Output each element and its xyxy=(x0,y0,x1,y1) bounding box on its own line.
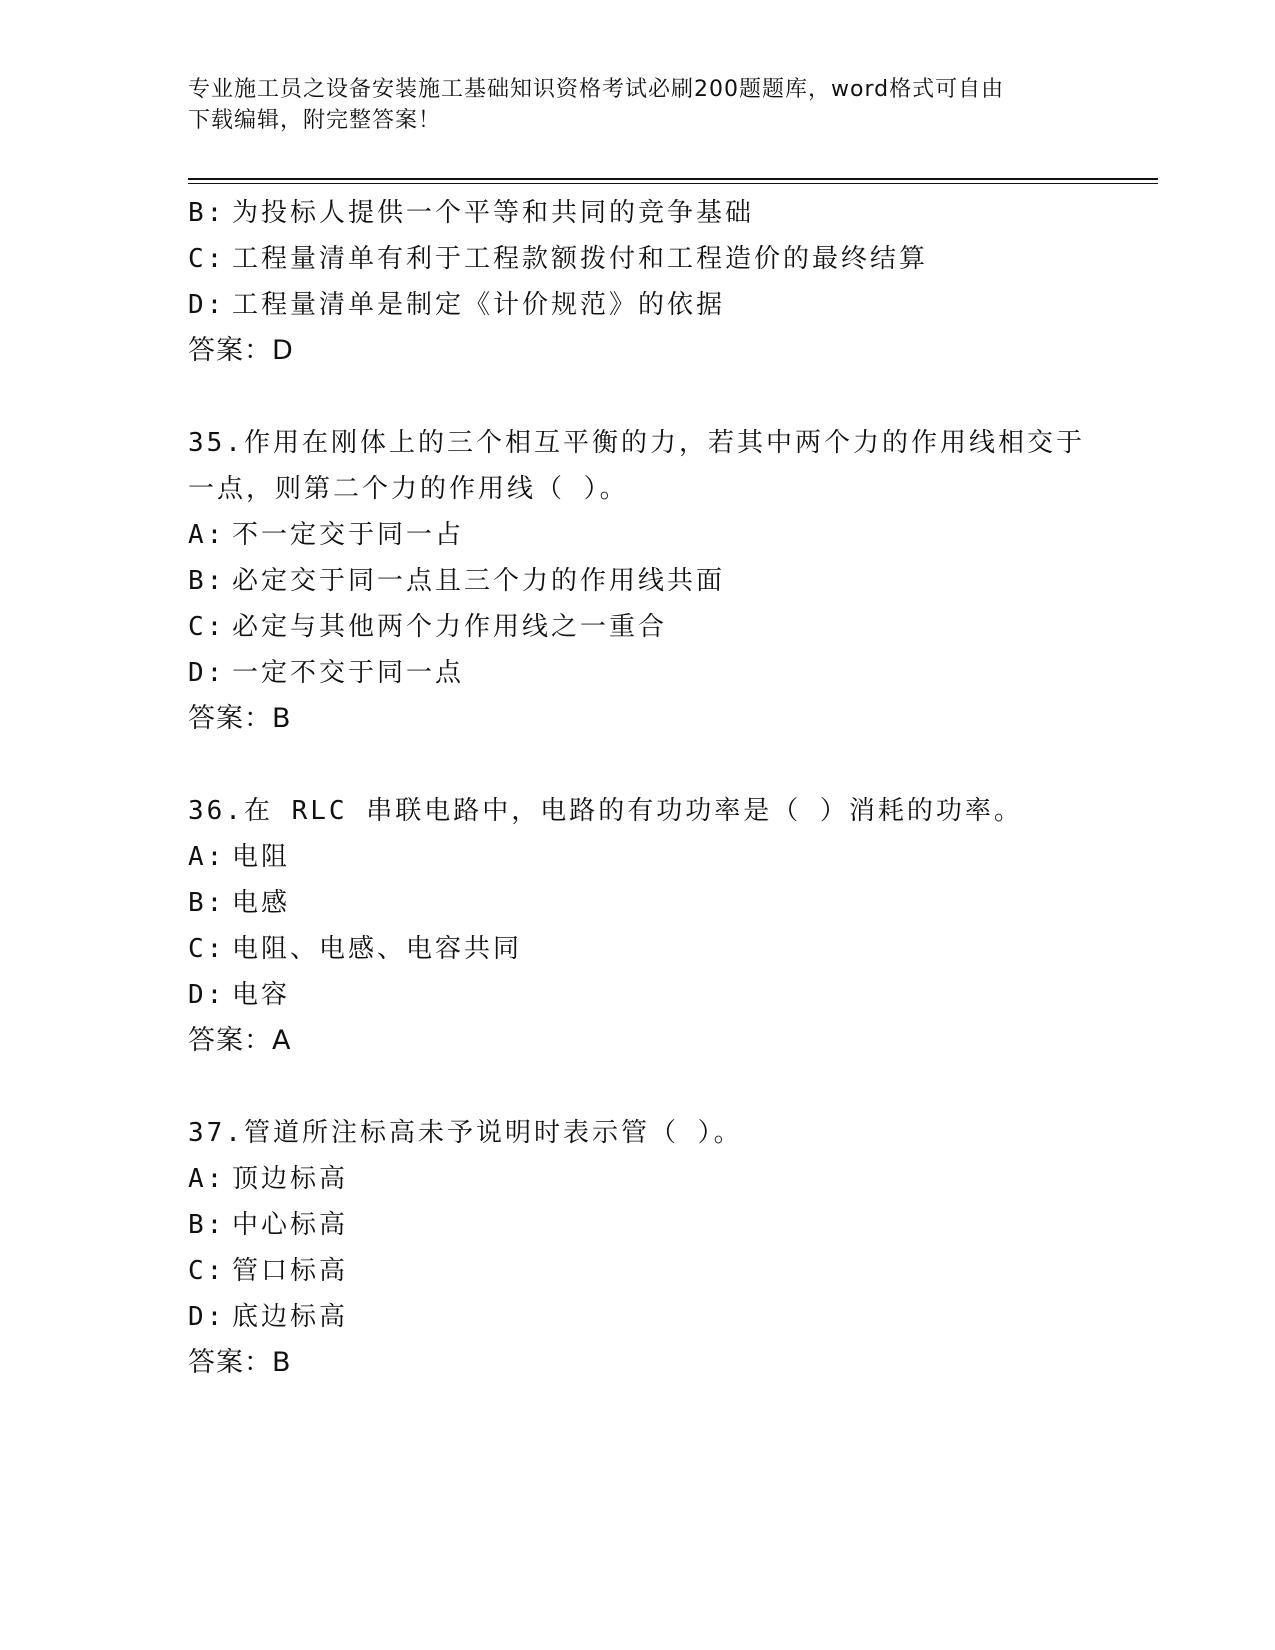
option-d xyxy=(188,650,1088,696)
question-block-previous xyxy=(188,190,1088,374)
option-text: 电容 xyxy=(232,980,291,1010)
option-letter: B: xyxy=(188,566,226,596)
option-c xyxy=(188,604,1088,650)
header-rule-thin xyxy=(188,183,1158,184)
option-text: 电阻 xyxy=(232,842,291,872)
option-text: 底边标高 xyxy=(232,1302,349,1332)
option-letter: C: xyxy=(188,612,226,642)
option-a xyxy=(188,512,1088,558)
option-letter: C: xyxy=(188,244,226,274)
option-text: 一定不交于同一点 xyxy=(232,658,465,688)
option-text: 电阻、电感、电容共同 xyxy=(232,934,523,964)
option-c xyxy=(188,1248,1088,1294)
header-line-2: 下载编辑，附完整答案！ xyxy=(188,108,442,133)
option-d xyxy=(188,972,1088,1018)
option-text: 顶边标高 xyxy=(232,1164,349,1194)
option-c xyxy=(188,236,1088,282)
option-a xyxy=(188,834,1088,880)
question-stem-line-1: 37.管道所注标高未予说明时表示管（ ）。 xyxy=(188,1118,743,1148)
option-letter: D: xyxy=(188,658,226,688)
option-text: 为投标人提供一个平等和共同的竞争基础 xyxy=(232,198,755,228)
option-text: 工程量清单有利于工程款额拨付和工程造价的最终结算 xyxy=(232,244,929,274)
spacer xyxy=(188,742,1088,788)
option-letter: A: xyxy=(188,520,226,550)
question-stem-line-1: 35.作用在刚体上的三个相互平衡的力，若其中两个力的作用线相交于 xyxy=(188,428,1085,458)
option-letter: C: xyxy=(188,1256,226,1286)
option-letter: D: xyxy=(188,980,226,1010)
option-b xyxy=(188,190,1088,236)
option-b xyxy=(188,558,1088,604)
option-b xyxy=(188,1202,1088,1248)
option-text: 不一定交于同一占 xyxy=(232,520,465,550)
option-letter: B: xyxy=(188,888,226,918)
answer-line: 答案：B xyxy=(188,1347,292,1378)
answer-line: 答案：D xyxy=(188,335,294,366)
question-block-35 xyxy=(188,420,1088,742)
header-rule-thick xyxy=(188,178,1158,180)
option-letter: B: xyxy=(188,198,226,228)
answer-line: 答案：A xyxy=(188,1025,292,1056)
question-stem-line-1: 36.在 RLC 串联电路中，电路的有功功率是（ ）消耗的功率。 xyxy=(188,796,1023,826)
option-letter: D: xyxy=(188,290,226,320)
option-letter: D: xyxy=(188,1302,226,1332)
option-letter: C: xyxy=(188,934,226,964)
option-text: 管口标高 xyxy=(232,1256,349,1286)
option-c xyxy=(188,926,1088,972)
option-d xyxy=(188,282,1088,328)
option-a xyxy=(188,1156,1088,1202)
option-text: 工程量清单是制定《计价规范》的依据 xyxy=(232,290,726,320)
option-d xyxy=(188,1294,1088,1340)
answer-line: 答案：B xyxy=(188,703,292,734)
header-line-1: 专业施工员之设备安装施工基础知识资格考试必刷200题题库，word格式可自由 xyxy=(188,77,1005,102)
option-text: 中心标高 xyxy=(232,1210,349,1240)
option-text: 必定与其他两个力作用线之一重合 xyxy=(232,612,668,642)
option-b xyxy=(188,880,1088,926)
spacer xyxy=(188,374,1088,420)
document-body xyxy=(188,190,1088,1386)
question-block-37 xyxy=(188,1110,1088,1386)
option-letter: B: xyxy=(188,1210,226,1240)
spacer xyxy=(188,1064,1088,1110)
question-block-36 xyxy=(188,788,1088,1064)
option-letter: A: xyxy=(188,842,226,872)
option-text: 必定交于同一点且三个力的作用线共面 xyxy=(232,566,726,596)
option-text: 电感 xyxy=(232,888,291,918)
question-stem-line-2: 一点，则第二个力的作用线（ ）。 xyxy=(188,474,629,504)
document-header xyxy=(188,74,1088,136)
option-letter: A: xyxy=(188,1164,226,1194)
